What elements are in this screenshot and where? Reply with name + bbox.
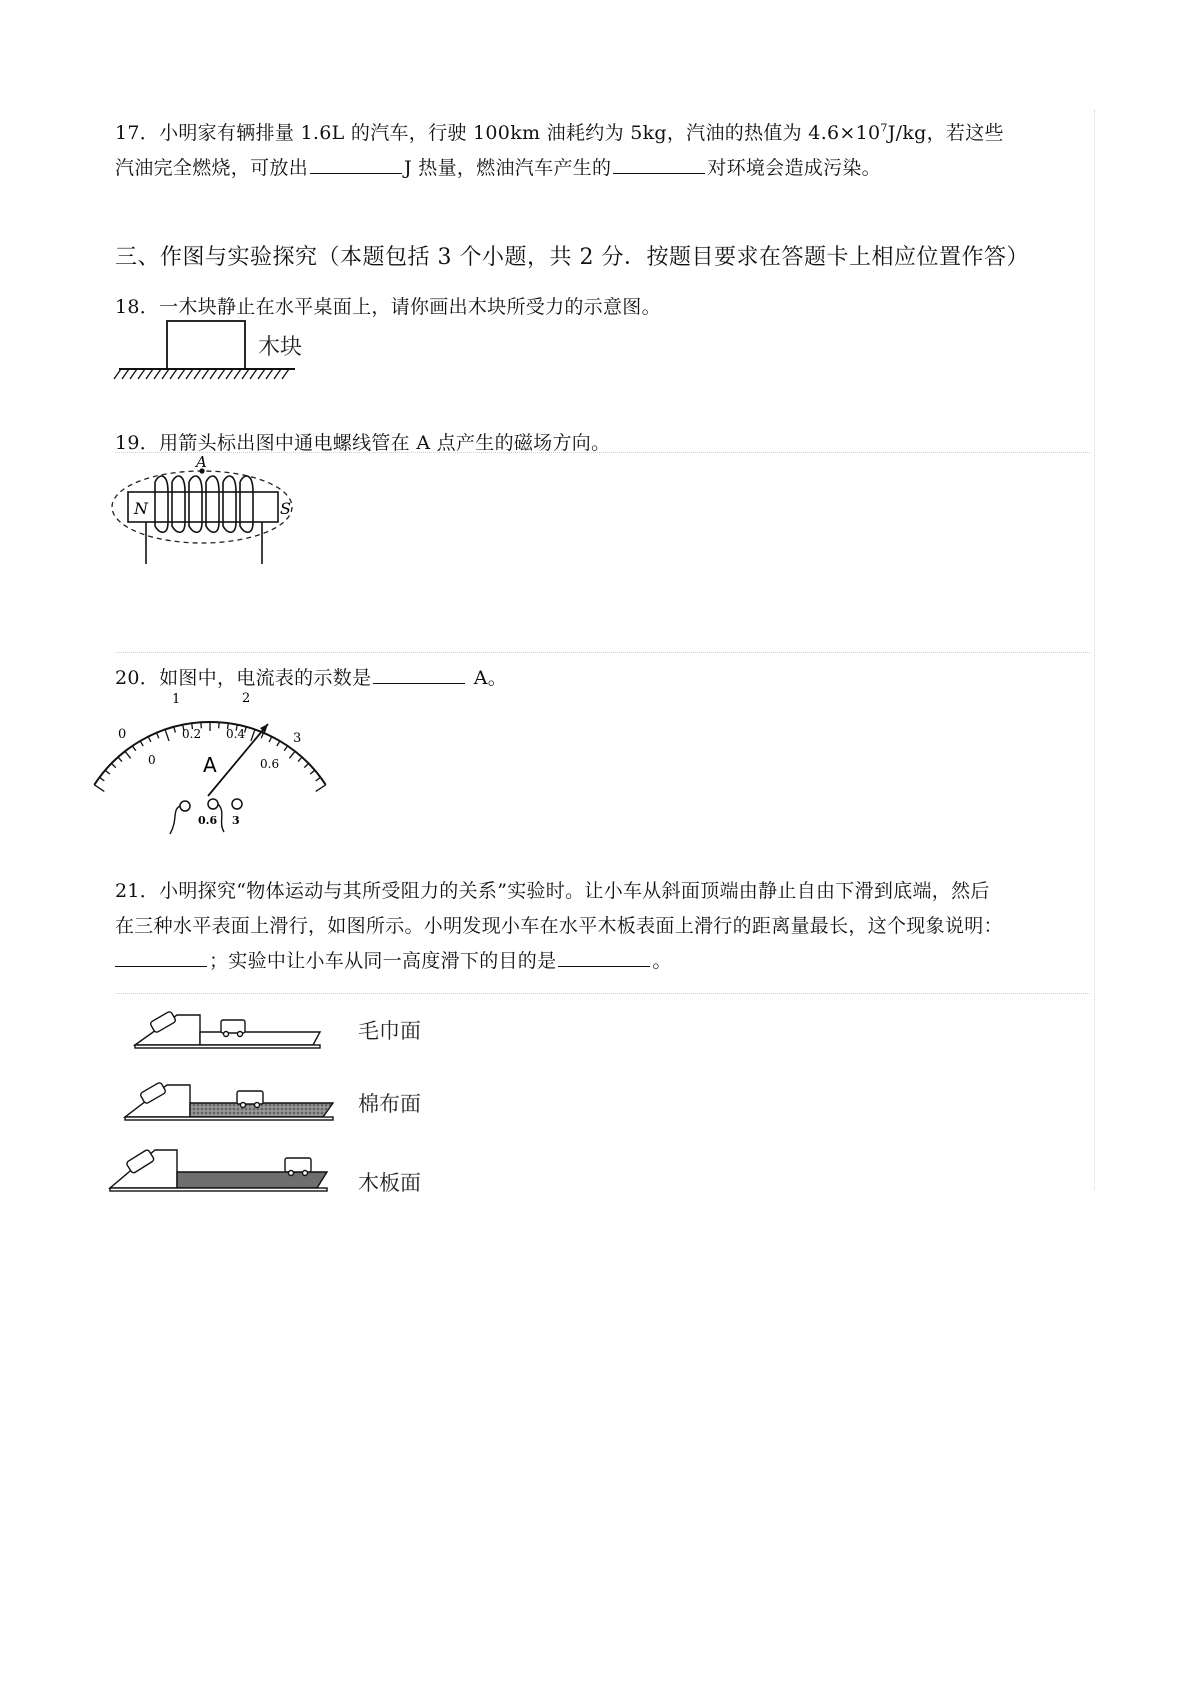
scale-tick bbox=[94, 785, 104, 792]
q21-line-3 bbox=[115, 946, 672, 973]
section-3-title: 三、作图与实验探究（本题包括 3 个小题，共 2 分．按题目要求在答题卡上相应位置作答） bbox=[115, 245, 1029, 270]
scale-upper-0: 0 bbox=[118, 727, 127, 742]
scale-tick bbox=[261, 733, 263, 739]
surface-label-cotton: 棉布面 bbox=[358, 1092, 421, 1116]
q17-exponent: 7 bbox=[880, 121, 888, 135]
q21-blank-conclusion[interactable] bbox=[115, 948, 207, 967]
ammeter-symbol: A bbox=[203, 753, 217, 777]
q21-text-3b: 。 bbox=[652, 950, 672, 972]
wood-block bbox=[167, 321, 245, 369]
q20-text-a: 20．如图中，电流表的示数是 bbox=[115, 667, 372, 689]
hatch-mark bbox=[122, 369, 129, 379]
q18-block-label: 木块 bbox=[258, 335, 303, 360]
hatch-mark bbox=[250, 369, 257, 379]
scale-tick bbox=[118, 757, 122, 762]
scale-tick bbox=[298, 757, 302, 762]
hatch-mark bbox=[170, 369, 177, 379]
q20-line bbox=[115, 663, 507, 690]
scale-tick bbox=[157, 733, 159, 739]
scale-tick bbox=[111, 763, 115, 767]
scale-upper-1: 1 bbox=[172, 692, 181, 707]
scale-tick bbox=[289, 751, 295, 758]
q20-text-b: A。 bbox=[467, 667, 508, 689]
divider-3 bbox=[115, 993, 1090, 994]
terminal-3 bbox=[232, 799, 242, 809]
scale-upper-2: 2 bbox=[242, 691, 251, 706]
hatch-mark bbox=[282, 369, 289, 379]
hatch-mark bbox=[242, 369, 249, 379]
q18-text: 18．一木块静止在水平桌面上，请你画出木块所受力的示意图。 bbox=[115, 296, 661, 318]
q21-line-1: 21．小明探究“物体运动与其所受阻力的关系”实验时。让小车从斜面顶端由静止自由下滑到底端，然后 bbox=[115, 880, 990, 902]
q21-line-2: 在三种水平表面上滑行，如图所示。小明发现小车在水平木板表面上滑行的距离量最长，这个现象说明： bbox=[115, 915, 1003, 937]
wire-middle bbox=[218, 804, 224, 832]
scale-lower-2: 0.4 bbox=[226, 727, 246, 741]
scale-tick bbox=[100, 777, 105, 781]
q21-blank-purpose[interactable] bbox=[558, 948, 650, 967]
hatch-mark bbox=[266, 369, 273, 379]
hatch-mark bbox=[274, 369, 281, 379]
south-pole-label: S bbox=[280, 499, 291, 518]
scale-tick bbox=[269, 737, 272, 742]
hatch-mark bbox=[234, 369, 241, 379]
hatch-mark bbox=[258, 369, 265, 379]
scale-tick bbox=[174, 727, 176, 733]
scale-tick bbox=[132, 746, 135, 751]
q17-text-2c: 对环境会造成污染。 bbox=[707, 157, 881, 179]
q17-text-1a: 17．小明家有辆排量 1.6L 的汽车，行驶 100km 油耗约为 5kg，汽油的热值为 4.6×10 bbox=[115, 122, 881, 144]
q17-line-1 bbox=[115, 118, 1004, 145]
hatch-mark bbox=[154, 369, 161, 379]
right-margin-rule bbox=[1094, 110, 1095, 1190]
hatch-mark bbox=[146, 369, 153, 379]
hatch-mark bbox=[138, 369, 145, 379]
hatch-mark bbox=[202, 369, 209, 379]
hatch-mark bbox=[210, 369, 217, 379]
q17-text-2a: 汽油完全燃烧，可放出 bbox=[115, 157, 309, 179]
q17-blank-heat[interactable] bbox=[310, 155, 402, 174]
scale-tick bbox=[316, 777, 321, 781]
q17-text-2b: J 热量，燃油汽车产生的 bbox=[404, 157, 612, 179]
divider-2 bbox=[115, 652, 1090, 653]
solenoid-core bbox=[128, 492, 278, 522]
scale-lower-0: 0 bbox=[148, 753, 156, 767]
table-hatching bbox=[114, 369, 289, 379]
north-pole-label: N bbox=[134, 499, 148, 518]
q21-text-3a: ；实验中让小车从同一高度滑下的目的是 bbox=[209, 950, 557, 972]
ramp-towel bbox=[135, 1011, 320, 1048]
q19-text: 19．用箭头标出图中通电螺线管在 A 点产生的磁场方向。 bbox=[115, 432, 611, 454]
terminal-label-0-6: 0.6 bbox=[198, 814, 218, 827]
scale-tick bbox=[304, 763, 308, 767]
wire-left bbox=[170, 806, 180, 834]
ramp-wood bbox=[110, 1149, 327, 1191]
scale-tick bbox=[140, 741, 143, 746]
point-a-label: A bbox=[196, 453, 207, 471]
scale-upper-3: 3 bbox=[293, 731, 302, 746]
terminal-label-3: 3 bbox=[232, 814, 240, 827]
hatch-mark bbox=[194, 369, 201, 379]
scale-tick bbox=[165, 730, 169, 741]
q17-line-2 bbox=[115, 153, 881, 180]
scale-lower-1: 0.2 bbox=[182, 727, 202, 741]
q19-solenoid-diagram bbox=[110, 452, 310, 567]
scale-tick bbox=[125, 751, 131, 758]
q21-ramp-diagrams bbox=[105, 1000, 345, 1200]
scale-lower-3: 0.6 bbox=[260, 757, 280, 771]
scale-tick bbox=[284, 746, 287, 751]
terminal-minus bbox=[180, 801, 190, 811]
hatch-mark bbox=[130, 369, 137, 379]
ramp-cotton bbox=[125, 1082, 333, 1120]
q20-ammeter-diagram bbox=[110, 688, 320, 838]
scale-tick bbox=[310, 770, 315, 774]
hatch-mark bbox=[162, 369, 169, 379]
scale-tick bbox=[316, 785, 326, 792]
hatch-mark bbox=[186, 369, 193, 379]
hatch-mark bbox=[114, 369, 121, 379]
q17-blank-pollutant[interactable] bbox=[613, 155, 705, 174]
terminal-0-6 bbox=[208, 799, 218, 809]
hatch-mark bbox=[226, 369, 233, 379]
scale-tick bbox=[105, 770, 110, 774]
surface-label-wood: 木板面 bbox=[358, 1171, 421, 1195]
scale-tick bbox=[148, 737, 151, 742]
hatch-mark bbox=[218, 369, 225, 379]
q20-blank-reading[interactable] bbox=[373, 665, 465, 684]
surface-label-towel: 毛巾面 bbox=[358, 1019, 421, 1043]
hatch-mark bbox=[178, 369, 185, 379]
scale-tick bbox=[277, 741, 280, 746]
q17-text-1b: J/kg，若这些 bbox=[887, 122, 1004, 144]
